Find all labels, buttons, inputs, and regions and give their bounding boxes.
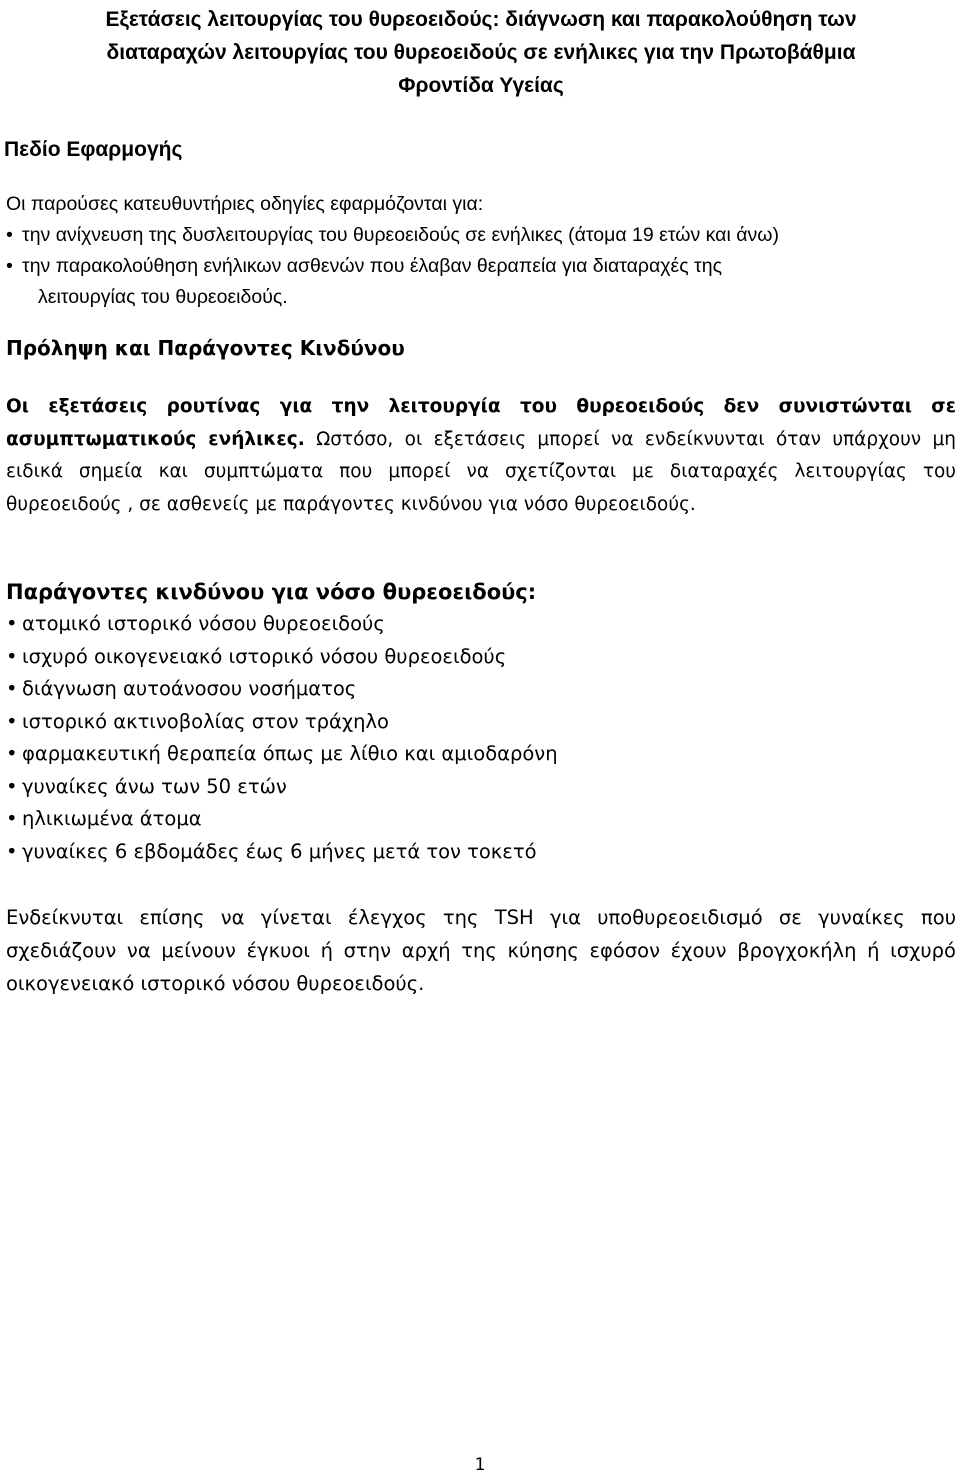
scope-list (6, 220, 956, 313)
prevention-normal-text: Ωστόσο, οι εξετάσεις μπορεί να ενδείκνυνται όταν υπάρχουν μη ειδικά σημεία και συμπτώματα που μπορεί να σχετίζονται με διαταραχές λειτουργίας του θυρεοειδούς , σε ασθενείς με παράγοντες κινδύνου για νόσο θυρεοειδούς. (6, 428, 956, 515)
document-page (6, 0, 956, 1478)
prevention-heading: Πρόληψη και Παράγοντες Κινδύνου (6, 336, 405, 360)
bullet-icon: • (6, 839, 18, 863)
title-line-3: Φροντίδα Υγείας (398, 74, 564, 97)
scope-item-continuation: λειτουργίας του θυρεοειδούς. (38, 286, 288, 308)
prevention-paragraph (6, 391, 956, 521)
bullet-icon: • (6, 224, 13, 246)
risk-factor-text: γυναίκες άνω των 50 ετών (22, 774, 287, 798)
risk-factor-item (6, 803, 956, 836)
scope-item-text: την ανίχνευση της δυσλειτουργίας του θυρεοειδούς σε ενήλικες (άτομα 19 ετών και άνω) (22, 224, 779, 246)
risk-factor-text: ηλικιωμένα άτομα (22, 807, 202, 830)
scope-heading: Πεδίο Εφαρμογής (4, 138, 183, 161)
scope-item-1 (6, 220, 956, 251)
bullet-icon: • (6, 255, 13, 277)
risk-factors-list (6, 608, 956, 868)
scope-item-2 (6, 251, 956, 313)
prevention-bold-text: Οι εξετάσεις ρουτίνας για την λειτουργία του θυρεοειδούς δεν συνιστώνται σε ασυμπτωματικούς ενήλικες. (6, 396, 956, 450)
title-line-1: Εξετάσεις λειτουργίας του θυρεοειδούς: διάγνωση και παρακολούθηση των (105, 8, 857, 31)
bullet-icon: • (6, 774, 18, 798)
risk-factor-text: ισχυρό οικογενειακό ιστορικό νόσου θυρεοειδούς (22, 644, 507, 668)
risk-factor-item (6, 771, 956, 804)
risk-factor-item (6, 641, 956, 674)
risk-factor-text: φαρμακευτική θεραπεία όπως με λίθιο και αμιοδαρόνη (22, 742, 558, 765)
tsh-screening-paragraph: Ενδείκνυται επίσης να γίνεται έλεγχος της TSH για υποθυρεοειδισμό σε γυναίκες που σχεδιάζουν να μείνουν έγκυοι ή στην αρχή της κύησης εφόσον έχουν βρογχοκήλη ή ισχυρό οικογενειακό ιστορικό νόσου θυρεοειδούς. (6, 906, 956, 995)
risk-factor-item (6, 738, 956, 771)
risk-factor-item (6, 836, 956, 869)
scope-intro: Οι παρούσες κατευθυντήριες οδηγίες εφαρμόζονται για: (6, 193, 484, 215)
risk-factor-item (6, 673, 956, 706)
risk-factor-item (6, 706, 956, 739)
risk-factor-text: διάγνωση αυτοάνοσου νοσήματος (22, 677, 357, 700)
bullet-icon: • (6, 677, 18, 700)
bullet-icon: • (6, 807, 18, 830)
risk-factor-text: ατομικό ιστορικό νόσου θυρεοειδούς (22, 612, 385, 635)
bullet-icon: • (6, 644, 18, 668)
scope-item-text: την παρακολούθηση ενήλικων ασθενών που έλαβαν θεραπεία για διαταραχές της (22, 255, 722, 277)
document-title (6, 3, 956, 102)
bullet-icon: • (6, 742, 18, 765)
title-line-2: διαταραχών λειτουργίας του θυρεοειδούς σε ενήλικες για την Πρωτοβάθμια (106, 41, 856, 64)
page-number: 1 (474, 1455, 486, 1475)
risk-factor-text: γυναίκες 6 εβδομάδες έως 6 μήνες μετά τον τοκετό (22, 839, 537, 863)
risk-factor-text: ιστορικό ακτινοβολίας στον τράχηλο (22, 709, 389, 733)
bullet-icon: • (6, 612, 18, 635)
risk-factors-heading: Παράγοντες κινδύνου για νόσο θυρεοειδούς: (6, 580, 537, 604)
bullet-icon: • (6, 709, 18, 733)
risk-factor-item (6, 608, 956, 641)
